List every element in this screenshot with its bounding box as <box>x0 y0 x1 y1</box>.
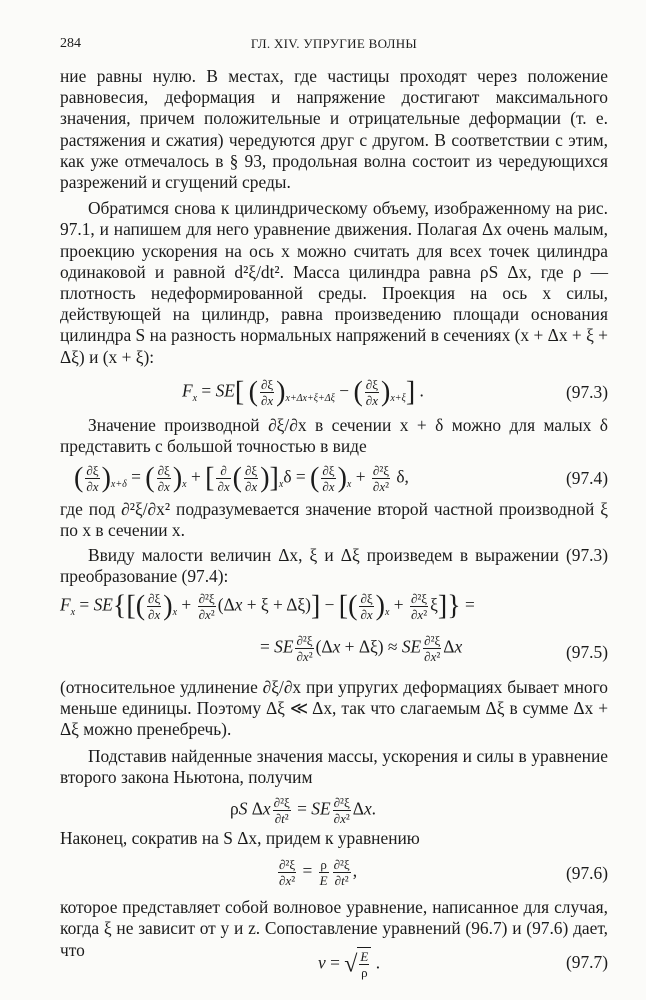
equation-97-5-line-1: $F_x = SE${[( $\frac{\partial\xi}{\partial x}$ )$_x$ + $\frac{\text{∂²ξ}}{\text{∂x²}}$ (Δx + ξ + Δξ)] − [( $\frac{\partial\xi}{\partial x}$ )$_x$ + $\frac{\text{∂²ξ}}{\text{∂x²}}$ ξ]} = <box>60 590 475 623</box>
paragraph-6: (относительное удлинение ∂ξ/∂x при упругих деформациях бывает много меньше единицы. Поэтому Δξ ≪ Δx, так что слагаемым Δξ в сумме Δx + Δξ можно пренебречь). <box>60 677 608 740</box>
equation-97-5-line-2: = SE $\frac{\text{∂²ξ}}{\text{∂x²}}$ (Δx + Δξ) ≈ SE $\frac{\text{∂²ξ}}{\text{∂x²}}$ Δx <box>260 633 463 665</box>
equation-97-7-body: v = √ $\frac{E}{\rho}$ . <box>318 948 381 980</box>
paragraph-2: Обратимся снова к цилиндрическому объему, изображенному на рис. 97.1, и напишем для него уравнение движения. Полагая Δx очень малым, проекцию ускорения на ось x можно считать для всех точек цилиндра одинаковой и равной d²ξ/dt². Масса цилиндра равна ρS Δx, где ρ — плотность недеформированной среды. Проекция на ось x силы, действующей на цилиндр, равна произведению площади основания цилиндра S на разность нормальных напряжений в сечениях (x + Δx + ξ + Δξ) и (x + ξ): <box>60 198 608 367</box>
paragraph-8: Наконец, сократив на S Δx, придем к уравнению <box>60 828 420 849</box>
equation-97-5 <box>60 587 608 677</box>
paragraph-1: ние равны нулю. В местах, где частицы проходят через положение равновесия, деформация и напряжение достигают максимального значения, причем положительные и отрицательные деформации (т. е. растяжения и сжатия) чередуются друг с другом. В соответствии с этим, как уже отмечалось в § 93, продольная волна состоит из чередующихся разрежений и сгущений среды. <box>60 66 608 193</box>
page-header <box>60 36 608 66</box>
paragraph-7: Подставив найденные значения массы, ускорения и силы в уравнение второго закона Ньютона, получим <box>60 745 608 787</box>
equation-97-4 <box>60 457 608 499</box>
equation-97-3 <box>60 371 608 413</box>
paragraph-4: где под ∂²ξ/∂x² подразумевается значение второй частной производной ξ по x в сечении x. <box>60 499 608 541</box>
paragraph-3: Значение производной ∂ξ/∂x в сечении x + δ можно для малых δ представить с большой точностью в виде <box>60 414 608 457</box>
paragraph-5: Ввиду малости величин Δx, ξ и Δξ произведем в выражении (97.3) преобразование (97.4): <box>60 544 608 586</box>
page <box>60 36 608 981</box>
equation-97-6-body: $\frac{\text{∂²ξ}}{\text{∂x²}}$ = $\frac{\rho}{E}$ $\frac{\text{∂²ξ}}{\text{∂t²}}$ , <box>279 857 358 889</box>
equation-97-6 <box>60 849 608 897</box>
page-number: 284 <box>60 36 81 51</box>
equation-97-4-body: ( $\frac{\partial\xi}{\partial x}$ )$_{x+\delta}$ = ( $\frac{\partial\xi}{\partial x}$ )$_x$ + [ $\frac{\partial}{\partial x}$ ( $\frac{\partial\xi}{\partial x}$ )]$_x\delta$ = ( $\frac{\partial\xi}{\partial x}$ )$_x$ + $\frac{\text{∂²ξ}}{\text{∂x²}}$ δ, <box>74 462 409 495</box>
equation-number-97-7: (97.7) <box>565 951 608 972</box>
equation-97-7 <box>60 943 608 981</box>
equation-97-3-body: $F_x = SE$[ ( $\frac{\partial\xi}{\partial x}$ )$_{x+\Delta x+\xi+\Delta\xi}$ − ( $\frac{\partial\xi}{\partial x}$ )$_{x+\xi}$] . <box>182 376 424 408</box>
equation-number-97-3: (97.3) <box>565 381 608 402</box>
equation-newton <box>60 788 608 828</box>
running-head: ГЛ. XIV. УПРУГИЕ ВОЛНЫ <box>250 36 418 51</box>
equation-newton-body: ρS Δx $\frac{\text{∂²ξ}}{\text{∂t²}}$ = SE $\frac{\text{∂²ξ}}{\text{∂x²}}$ Δx. <box>230 795 377 827</box>
equation-number-97-5: (97.5) <box>565 642 608 663</box>
paragraph-9: которое представляет собой волновое уравнение, написанное для случая, когда ξ не зависит от y и z. Сопоставление уравнений (96.7) и (97.6) дает, что <box>60 897 608 960</box>
equation-number-97-6: (97.6) <box>565 863 608 884</box>
equation-number-97-4: (97.4) <box>565 468 608 489</box>
